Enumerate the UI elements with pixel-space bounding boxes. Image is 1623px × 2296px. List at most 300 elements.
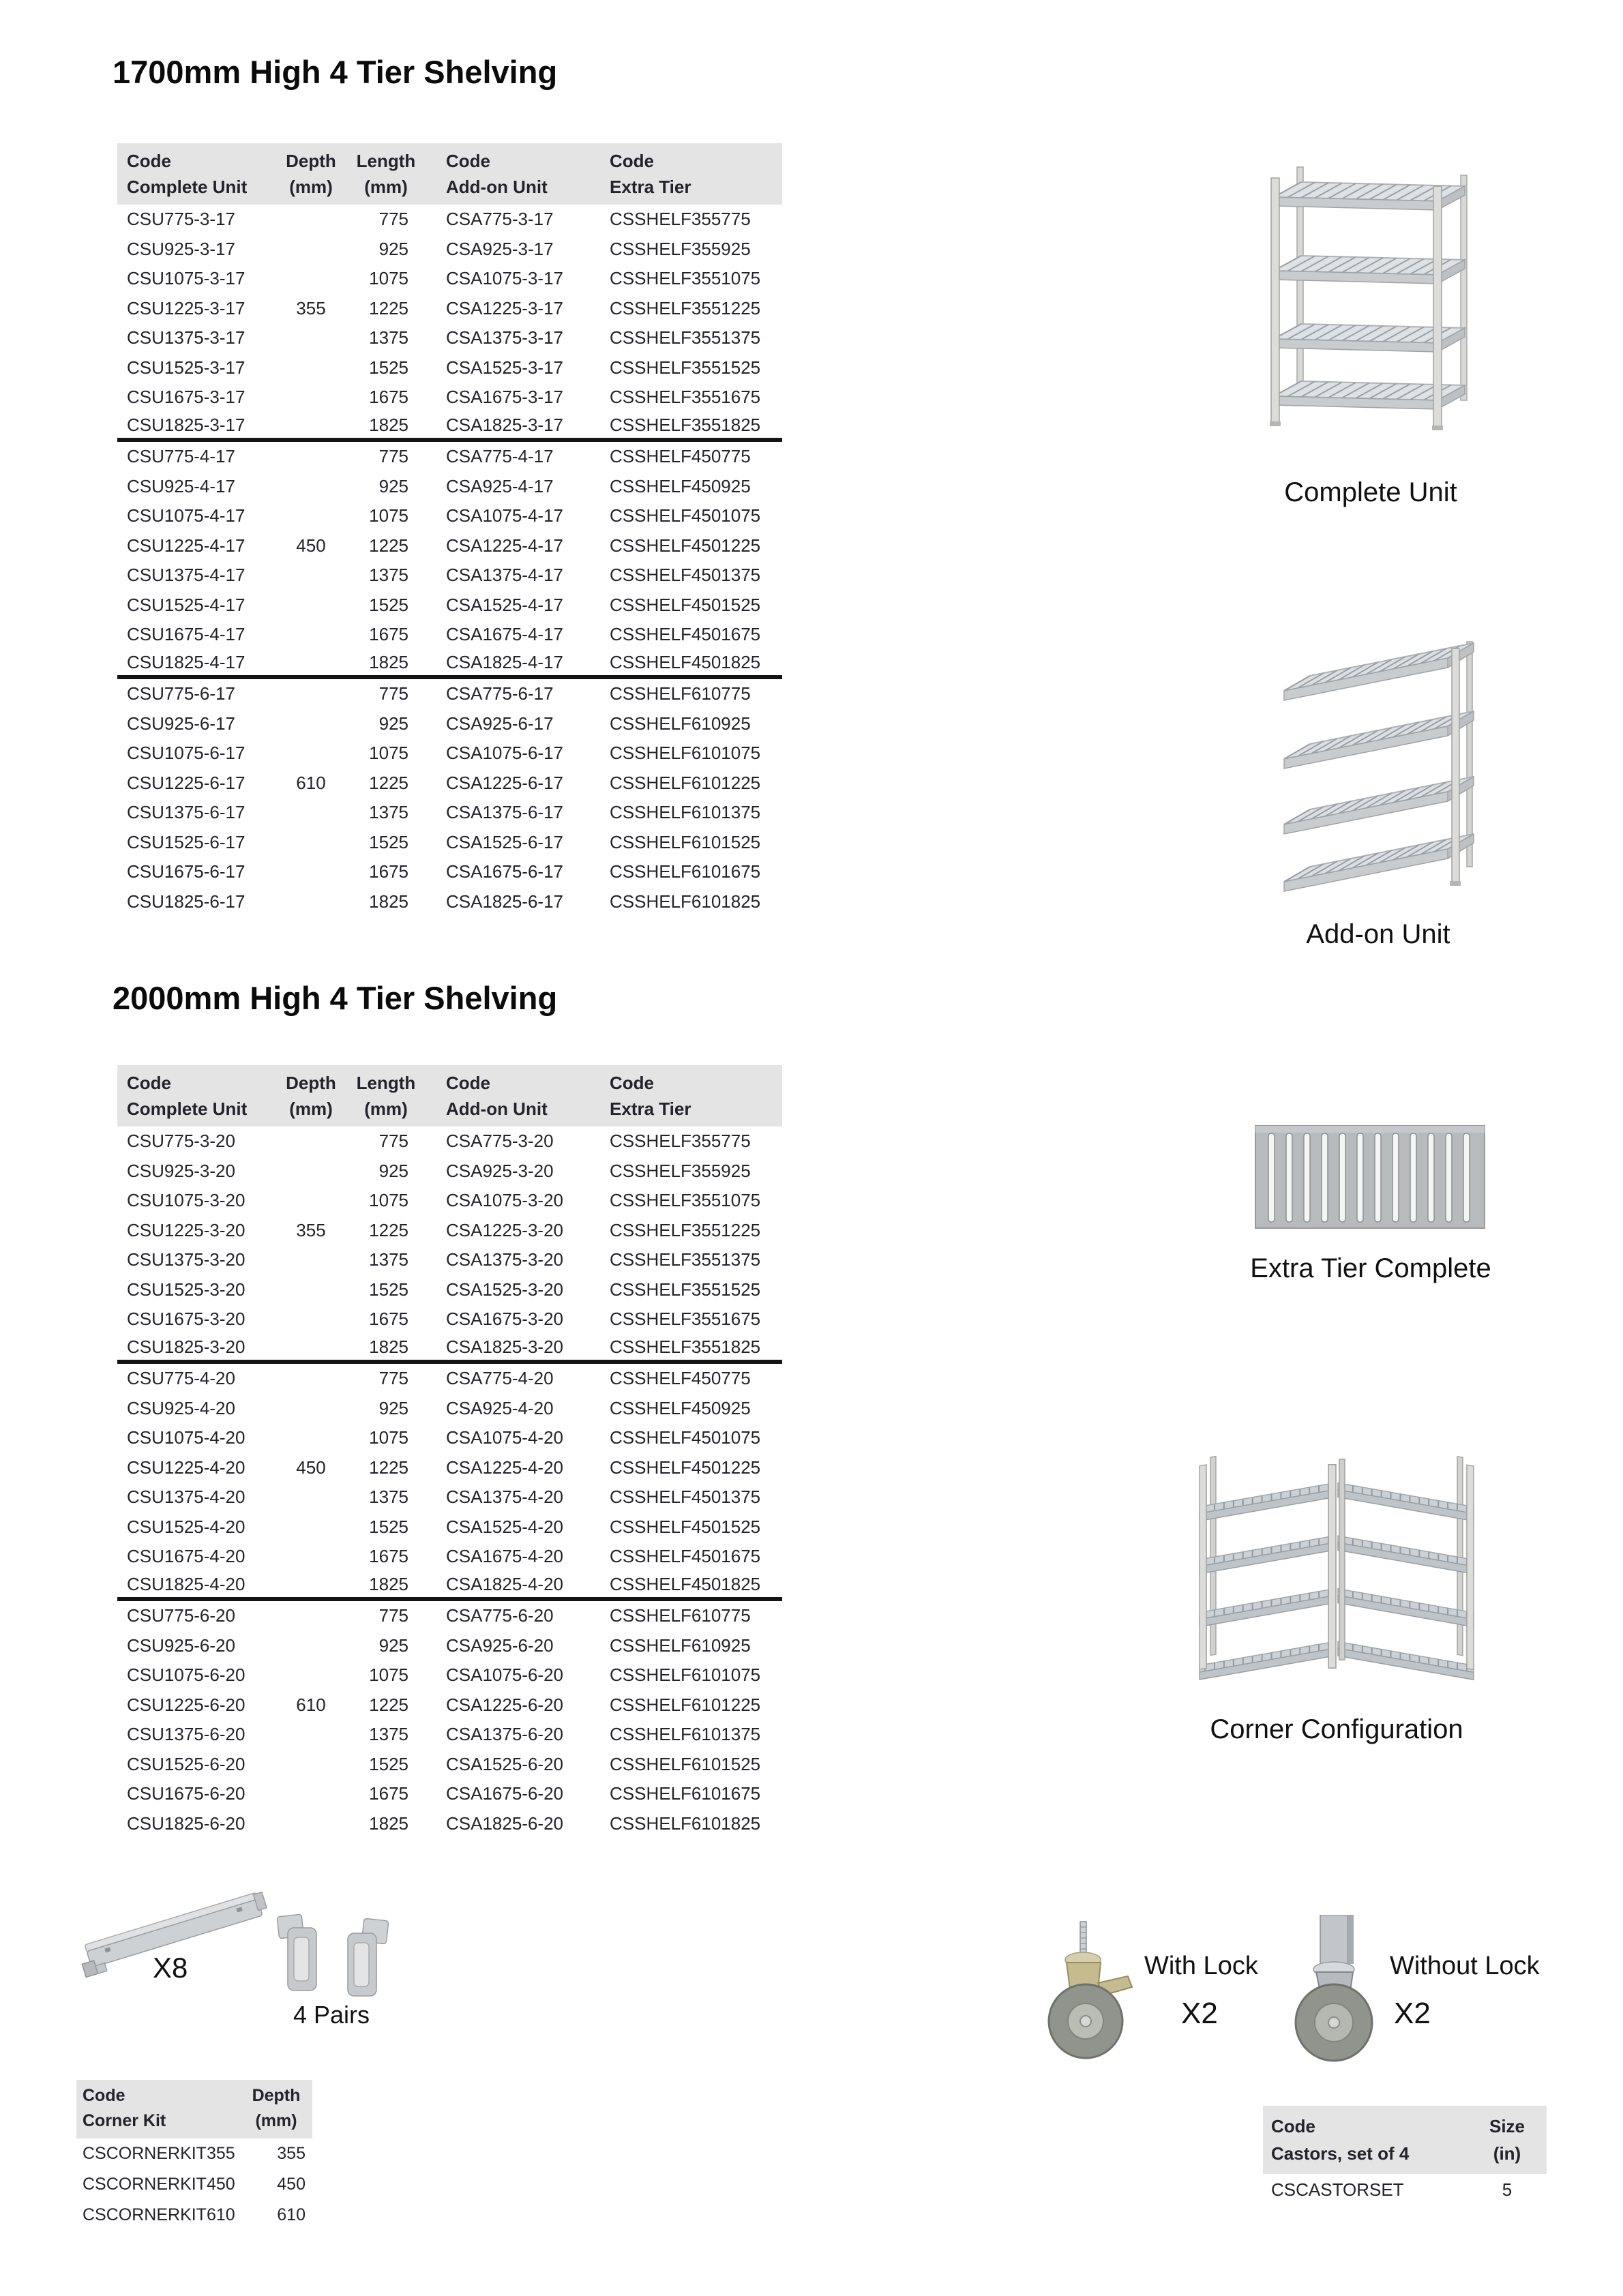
length-value: 1675 [369,1783,408,1804]
value-cell: 5 [1502,2179,1513,2200]
complete-unit-code: CSU1525-3-20 [127,1279,245,1300]
addon-unit-code: CSA1075-4-20 [446,1427,563,1448]
addon-unit-code: CSA775-6-20 [446,1605,554,1626]
length-value: 1075 [369,505,408,526]
extra-tier-code: CSSHELF3551825 [610,1336,761,1357]
extra-tier-code: CSSHELF3551675 [610,1309,761,1330]
table-row [117,1186,782,1216]
header-addon-unit: Code Add-on Unit [446,151,548,197]
addon-unit-code: CSA1225-3-20 [446,1219,563,1240]
addon-unit-code: CSA925-3-17 [446,238,554,259]
extra-tier-caption: Extra Tier Complete [1250,1253,1491,1283]
extra-tier-code: CSSHELF6101675 [610,1783,761,1804]
table-row [117,1335,782,1365]
table-row [117,561,782,591]
complete-unit-caption: Complete Unit [1284,477,1457,507]
corner-left-run [1200,1439,1335,1680]
complete-unit-code: CSU1825-6-17 [127,891,245,912]
complete-unit-code: CSU1825-3-20 [127,1336,245,1357]
table-header [117,1065,782,1127]
extra-tier-code: CSSHELF610775 [610,683,751,704]
table-row [76,2138,312,2169]
complete-unit-code: CSU925-4-20 [127,1397,235,1418]
table-row [117,235,782,265]
complete-unit-code: CSU925-3-20 [127,1160,235,1181]
table-row [117,1720,782,1750]
table-row [117,798,782,828]
length-value: 1375 [369,565,408,586]
complete-unit-code: CSU1075-4-20 [127,1427,245,1448]
extra-tier-code: CSSHELF6101375 [610,802,761,823]
addon-unit-code: CSA1075-6-17 [446,743,563,764]
length-value: 925 [378,475,408,496]
length-value: 925 [378,713,408,734]
extra-tier-code: CSSHELF3551075 [610,1190,761,1211]
section-title-1700: 1700mm High 4 Tier Shelving [113,54,558,90]
code-cell: CSCORNERKIT450 [83,2175,235,2194]
length-value: 1525 [369,1279,408,1300]
extra-tier-code: CSSHELF4501825 [610,651,761,672]
addon-unit-code: CSA1825-6-20 [446,1813,563,1834]
table-row [117,1482,782,1512]
length-value: 1525 [369,357,408,378]
extra-tier-code: CSSHELF6101825 [610,1813,761,1834]
addon-unit-code: CSA1525-4-20 [446,1516,563,1537]
extra-tier-code: CSSHELF355925 [610,1160,751,1181]
extra-tier-code: CSSHELF355925 [610,238,751,259]
complete-unit-code: CSU1375-4-17 [127,565,245,586]
complete-unit-code: CSU775-6-20 [127,1605,235,1626]
extra-tier-code: CSSHELF4501225 [610,1457,761,1478]
table-row [117,1750,782,1780]
table-row [117,501,782,531]
corner-configuration-illustration [1188,1439,1485,1683]
complete-unit-code: CSU1225-4-20 [127,1457,245,1478]
addon-unit-code: CSA1225-6-17 [446,772,563,793]
table-row [117,323,782,353]
extra-tier-code: CSSHELF6101225 [610,1694,761,1715]
extra-tier-code: CSSHELF3551525 [610,357,761,378]
addon-unit-code: CSA1675-6-20 [446,1783,563,1804]
addon-unit-code: CSA1525-3-17 [446,357,563,378]
extra-tier-code: CSSHELF3551225 [610,1219,761,1240]
extra-tier-code: CSSHELF450925 [610,1397,751,1418]
length-value: 1225 [369,535,408,556]
complete-unit-code: CSU1525-6-17 [127,831,245,852]
addon-unit-code: CSA1825-4-17 [446,651,563,672]
complete-unit-code: CSU1825-4-17 [127,651,245,672]
table-row [117,828,782,858]
extra-tier-code: CSSHELF610925 [610,713,751,734]
header-corner-kit-depth: Depth (mm) [252,2086,301,2130]
addon-unit-code: CSA1375-3-20 [446,1249,563,1270]
table-row [117,1127,782,1157]
length-value: 1225 [369,772,408,793]
length-value: 1375 [369,1249,408,1270]
header-addon-unit: Code Add-on Unit [446,1073,548,1119]
table-row [117,650,782,680]
code-cell: CSCORNERKIT355 [83,2144,235,2163]
extra-tier-code: CSSHELF355775 [610,209,751,230]
length-value: 1675 [369,861,408,882]
addon-unit-code: CSA925-6-17 [446,713,554,734]
table-row [117,442,782,472]
table-row [117,1601,782,1631]
complete-unit-code: CSU775-4-17 [127,446,235,467]
length-value: 1075 [369,268,408,289]
extra-tier-code: CSSHELF4501525 [610,1516,761,1537]
addon-unit-code: CSA1075-6-20 [446,1665,563,1686]
header-complete-unit: Code Complete Unit [127,1073,248,1119]
without-lock-label: Without Lock [1390,1952,1540,1980]
complete-unit-code: CSU1075-6-20 [127,1665,245,1686]
corner-configuration-image [1188,1439,1485,1683]
complete-unit-code: CSU1675-4-17 [127,624,245,645]
complete-unit-code: CSU775-3-20 [127,1131,235,1152]
addon-unit-code: CSA1525-6-20 [446,1753,563,1774]
extra-tier-code: CSSHELF6101075 [610,743,761,764]
length-value: 1825 [369,891,408,912]
shelving-table-2000 [117,1065,782,1838]
length-value: 1225 [369,297,408,318]
addon-unit-code: CSA1225-6-20 [446,1694,563,1715]
extra-tier-code: CSSHELF450775 [610,446,751,467]
length-value: 1825 [369,414,408,435]
length-value: 1675 [369,1546,408,1567]
depth-value: 355 [296,1219,326,1240]
table-row [117,353,782,383]
addon-unit-code: CSA1825-3-17 [446,414,563,435]
addon-unit-code: CSA1075-4-17 [446,505,563,526]
extra-tier-code: CSSHELF3551525 [610,1279,761,1300]
table-row [76,2200,312,2231]
complete-unit-code: CSU1375-3-20 [127,1249,245,1270]
castor-with-lock-image [1041,1918,1150,2062]
addon-unit-code: CSA1675-4-17 [446,624,563,645]
length-value: 1525 [369,1516,408,1537]
extra-tier-code: CSSHELF6101525 [610,1753,761,1774]
addon-unit-code: CSA1375-6-17 [446,802,563,823]
complete-unit-code: CSU1075-3-17 [127,268,245,289]
code-cell: CSCASTORSET [1271,2179,1404,2200]
addon-unit-code: CSA1675-6-17 [446,861,563,882]
bracket-quantity-label: 4 Pairs [293,2001,370,2029]
length-value: 1525 [369,1753,408,1774]
table-row [117,857,782,887]
length-value: 1825 [369,651,408,672]
addon-unit-code: CSA1225-4-20 [446,1457,563,1478]
extra-tier-code: CSSHELF3551225 [610,297,761,318]
table-row [117,1779,782,1809]
complete-unit-code: CSU925-4-17 [127,475,235,496]
addon-unit-code: CSA1525-6-17 [446,831,563,852]
depth-value: 355 [296,297,326,318]
depth-value: 450 [296,535,326,556]
complete-unit-code: CSU775-6-17 [127,683,235,704]
table-row [117,739,782,769]
table-row [117,1512,782,1542]
extra-tier-image [1255,1125,1485,1229]
addon-unit-code: CSA1075-3-17 [446,268,563,289]
length-value: 1225 [369,1457,408,1478]
castors-table [1263,2106,1547,2205]
table-row [117,1423,782,1453]
length-value: 775 [378,1368,408,1389]
table-row [117,1157,782,1187]
complete-unit-code: CSU1225-6-17 [127,772,245,793]
length-value: 1675 [369,387,408,408]
corner-brackets-image [271,1906,394,2005]
length-value: 1675 [369,624,408,645]
table-row [117,1542,782,1572]
length-value: 775 [378,1605,408,1626]
length-value: 1825 [369,1813,408,1834]
table-row [117,679,782,709]
extra-tier-illustration [1255,1125,1485,1229]
complete-unit-code: CSU1675-6-20 [127,1783,245,1804]
extra-tier-code: CSSHELF6101225 [610,772,761,793]
complete-unit-code: CSU925-6-17 [127,713,235,734]
length-value: 1525 [369,594,408,615]
header-extra-tier: Code Extra Tier [610,1073,691,1119]
addon-unit-code: CSA1825-4-20 [446,1573,563,1594]
addon-unit-illustration [1265,638,1491,905]
complete-unit-code: CSU1225-4-17 [127,535,245,556]
extra-tier-code: CSSHELF6101825 [610,891,761,912]
corner-kit-table-body [76,2138,312,2231]
extra-tier-code: CSSHELF6101375 [610,1724,761,1745]
length-value: 1375 [369,327,408,348]
header-castors-code: Code Castors, set of 4 [1271,2116,1410,2164]
table-row [117,1216,782,1246]
table-row [117,591,782,621]
length-value: 775 [378,209,408,230]
section-title-2000: 2000mm High 4 Tier Shelving [113,980,558,1016]
addon-unit-code: CSA1525-4-17 [446,594,563,615]
header-depth: Depth (mm) [286,151,336,197]
castor-without-lock-image [1290,1915,1386,2063]
table-row [117,620,782,650]
length-value: 925 [378,1160,408,1181]
addon-unit-code: CSA1375-6-20 [446,1724,563,1745]
complete-unit-image [1262,153,1480,440]
table-row [117,413,782,443]
table-row [117,1690,782,1720]
length-value: 775 [378,683,408,704]
corner-configuration-caption: Corner Configuration [1210,1714,1463,1744]
table-row [117,383,782,413]
length-value: 1075 [369,1665,408,1686]
table-row [117,1660,782,1690]
shelving-unit-illustration [1262,153,1480,440]
length-value: 1675 [369,1309,408,1330]
table-header [1263,2106,1547,2174]
length-value: 1225 [369,1694,408,1715]
depth-value: 610 [296,1694,326,1715]
extra-tier-code: CSSHELF3551825 [610,414,761,435]
value-cell: 355 [277,2144,306,2163]
extra-tier-code: CSSHELF6101075 [610,1665,761,1686]
table-row [117,1809,782,1839]
table-row [117,472,782,502]
complete-unit-code: CSU1825-3-17 [127,414,245,435]
extra-tier-code: CSSHELF450775 [610,1368,751,1389]
length-value: 925 [378,238,408,259]
addon-unit-code: CSA1225-3-17 [446,297,563,318]
extra-tier-code: CSSHELF4501525 [610,594,761,615]
extra-tier-code: CSSHELF610925 [610,1635,751,1656]
castors-table-body [1263,2174,1547,2205]
with-lock-quantity: X2 [1181,1997,1218,2030]
extra-tier-code: CSSHELF450925 [610,475,751,496]
extra-tier-code: CSSHELF4501225 [610,535,761,556]
complete-unit-code: CSU1525-4-20 [127,1516,245,1537]
header-length: Length (mm) [356,1073,416,1119]
addon-unit-code: CSA1375-3-17 [446,327,563,348]
complete-unit-code: CSU1075-6-17 [127,743,245,764]
complete-unit-code: CSU925-3-17 [127,238,235,259]
length-value: 1825 [369,1336,408,1357]
depth-value: 450 [296,1457,326,1478]
addon-unit-image [1265,638,1491,905]
addon-unit-code: CSA775-6-17 [446,683,554,704]
length-value: 1075 [369,1427,408,1448]
complete-unit-code: CSU1525-4-17 [127,594,245,615]
table-row [117,709,782,739]
extra-tier-code: CSSHELF3551075 [610,268,761,289]
extra-tier-code: CSSHELF3551375 [610,1249,761,1270]
length-value: 1375 [369,802,408,823]
length-value: 1375 [369,1724,408,1745]
addon-unit-code: CSA1675-3-17 [446,387,563,408]
table-row [117,294,782,324]
table-row [117,264,782,294]
with-lock-label: With Lock [1144,1952,1258,1980]
addon-unit-code: CSA775-3-17 [446,209,554,230]
extra-tier-code: CSSHELF4501075 [610,1427,761,1448]
length-value: 925 [378,1635,408,1656]
extra-tier-code: CSSHELF4501375 [610,1487,761,1508]
corner-brackets-illustration [271,1906,394,2005]
table-row [117,205,782,235]
table-body-1700 [117,205,782,916]
length-value: 775 [378,446,408,467]
table-header [117,143,782,205]
complete-unit-code: CSU1375-3-17 [127,327,245,348]
complete-unit-code: CSU1225-6-20 [127,1694,245,1715]
extra-tier-code: CSSHELF4501675 [610,624,761,645]
extra-tier-code: CSSHELF4501375 [610,565,761,586]
length-value: 1375 [369,1487,408,1508]
header-depth: Depth (mm) [286,1073,336,1119]
code-cell: CSCORNERKIT610 [83,2205,235,2224]
rail-quantity-label: X8 [153,1952,188,1984]
table-row [117,531,782,561]
extra-tier-code: CSSHELF4501825 [610,1573,761,1594]
complete-unit-code: CSU1225-3-17 [127,297,245,318]
depth-value: 610 [296,772,326,793]
complete-unit-code: CSU1075-3-20 [127,1190,245,1211]
corner-kit-table [76,2080,312,2231]
complete-unit-code: CSU1225-3-20 [127,1219,245,1240]
complete-unit-code: CSU1675-6-17 [127,861,245,882]
length-value: 1525 [369,831,408,852]
complete-unit-code: CSU1675-3-20 [127,1309,245,1330]
table-row [117,1364,782,1394]
table-header [76,2080,312,2138]
complete-unit-code: CSU775-3-17 [127,209,235,230]
addon-unit-code: CSA1375-4-20 [446,1487,563,1508]
value-cell: 610 [277,2205,306,2224]
table-row [117,1572,782,1602]
complete-unit-code: CSU1675-3-17 [127,387,245,408]
addon-unit-code: CSA1825-3-20 [446,1336,563,1357]
extra-tier-code: CSSHELF355775 [610,1131,751,1152]
castor-without-lock-illustration [1290,1915,1386,2063]
complete-unit-code: CSU1825-6-20 [127,1813,245,1834]
table-row [117,887,782,917]
table-row [117,1304,782,1335]
length-value: 1225 [369,1219,408,1240]
header-corner-kit-code: Code Corner Kit [83,2086,166,2130]
complete-unit-code: CSU1825-4-20 [127,1573,245,1594]
complete-unit-code: CSU1525-3-17 [127,357,245,378]
table-row [117,1453,782,1483]
shelving-table-1700 [117,143,782,916]
addon-unit-code: CSA775-3-20 [446,1131,554,1152]
table-row [117,1275,782,1305]
table-row [117,769,782,799]
addon-unit-code: CSA925-3-20 [446,1160,554,1181]
table-row [76,2169,312,2200]
extra-tier-code: CSSHELF3551675 [610,387,761,408]
without-lock-quantity: X2 [1394,1997,1431,2030]
addon-unit-code: CSA925-4-17 [446,475,554,496]
table-row [1263,2174,1547,2205]
header-complete-unit: Code Complete Unit [127,151,248,197]
length-value: 1825 [369,1573,408,1594]
addon-unit-caption: Add-on Unit [1306,919,1450,949]
header-extra-tier: Code Extra Tier [610,151,691,197]
table-row [117,1631,782,1661]
complete-unit-code: CSU1675-4-20 [127,1546,245,1567]
complete-unit-code: CSU1375-4-20 [127,1487,245,1508]
addon-unit-code: CSA1075-3-20 [446,1190,563,1211]
length-value: 1075 [369,1190,408,1211]
header-castors-size: Size (in) [1489,2116,1525,2164]
addon-unit-code: CSA1825-6-17 [446,891,563,912]
complete-unit-code: CSU925-6-20 [127,1635,235,1656]
addon-unit-code: CSA1675-3-20 [446,1309,563,1330]
extra-tier-code: CSSHELF610775 [610,1605,751,1626]
extra-tier-code: CSSHELF3551375 [610,327,761,348]
table-row [117,1245,782,1275]
extra-tier-code: CSSHELF4501675 [610,1546,761,1567]
addon-unit-code: CSA1675-4-20 [446,1546,563,1567]
extra-tier-code: CSSHELF4501075 [610,505,761,526]
complete-unit-code: CSU1525-6-20 [127,1753,245,1774]
addon-unit-code: CSA1375-4-17 [446,565,563,586]
table-body-2000 [117,1127,782,1838]
complete-unit-code: CSU775-4-20 [127,1368,235,1389]
addon-unit-code: CSA775-4-20 [446,1368,554,1389]
extra-tier-code: CSSHELF6101675 [610,861,761,882]
addon-unit-code: CSA1525-3-20 [446,1279,563,1300]
length-value: 775 [378,1131,408,1152]
corner-right-run [1338,1439,1474,1680]
table-row [117,1394,782,1424]
addon-unit-code: CSA925-6-20 [446,1635,554,1656]
